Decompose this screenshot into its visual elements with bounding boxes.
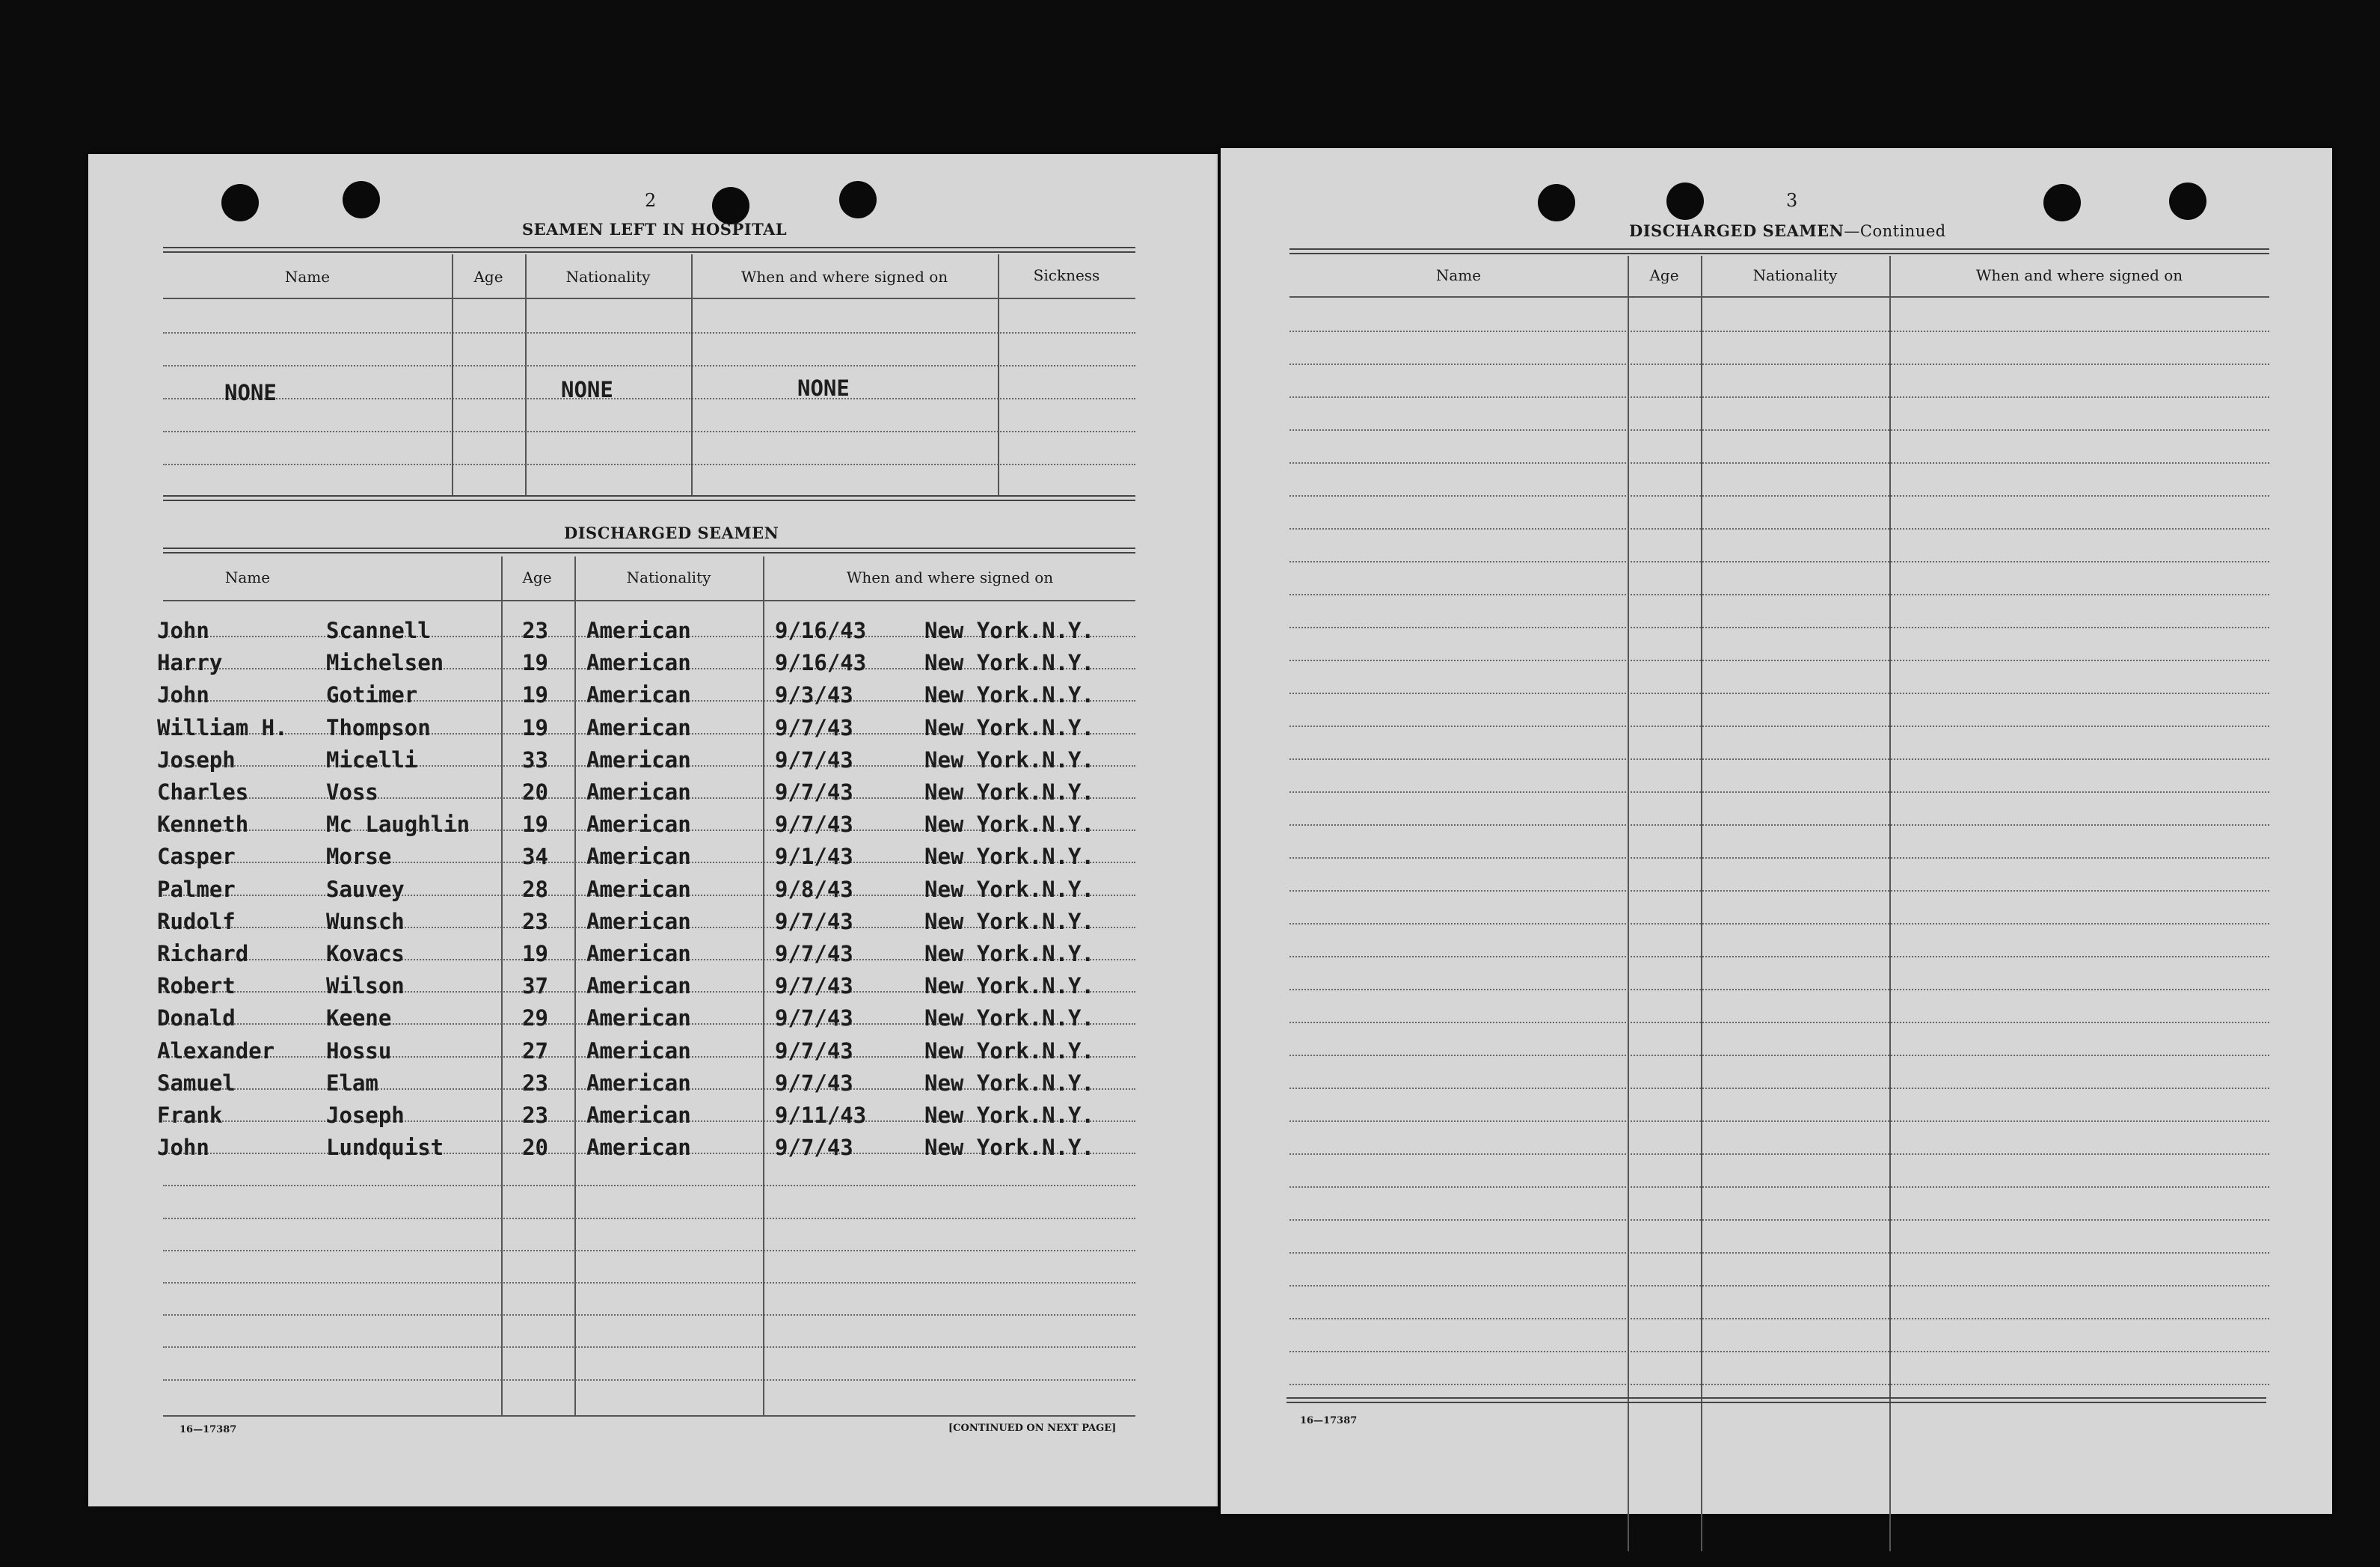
signed-on-place-cell: New York.N.Y.	[924, 909, 1094, 934]
signed-on-date-cell: 9/7/43	[775, 1005, 853, 1031]
age-cell: 27	[522, 1038, 548, 1064]
nationality-cell: American	[586, 650, 691, 675]
row-rule	[1289, 396, 2269, 398]
discharged-section-title: DISCHARGED SEAMEN	[564, 524, 779, 542]
row-rule	[1289, 989, 2269, 990]
row-rule	[1289, 791, 2269, 793]
age-cell: 34	[522, 844, 548, 869]
first-name-cell: Robert	[157, 973, 236, 999]
last-name-cell: Micelli	[326, 747, 418, 773]
signed-on-date-cell: 9/7/43	[775, 973, 853, 999]
signed-on-place-cell: New York.N.Y.	[924, 812, 1094, 837]
nationality-cell: American	[586, 812, 691, 837]
row-rule	[1289, 1252, 2269, 1254]
punch-hole	[839, 181, 877, 218]
signed-on-place-cell: New York.N.Y.	[924, 779, 1094, 805]
last-name-cell: Mc Laughlin	[326, 812, 470, 837]
row-rule	[1289, 660, 2269, 661]
signed-on-place-cell: New York.N.Y.	[924, 844, 1094, 869]
punch-hole	[343, 181, 380, 218]
age-cell: 19	[522, 715, 548, 740]
row-rule	[163, 1282, 1135, 1284]
col-header-signed-on: When and where signed on	[740, 268, 948, 286]
age-cell: 23	[522, 1103, 548, 1128]
age-cell: 33	[522, 747, 548, 773]
rule	[1289, 296, 2269, 298]
nationality-cell: American	[586, 844, 691, 869]
col-header-name: Name	[284, 268, 331, 286]
row-rule	[1289, 1055, 2269, 1056]
nationality-cell: American	[586, 877, 691, 902]
signed-on-date-cell: 9/11/43	[775, 1103, 867, 1128]
row-rule	[163, 1346, 1135, 1348]
row-rule	[1289, 528, 2269, 530]
signed-on-date-cell: 9/7/43	[775, 779, 853, 805]
row-rule	[1289, 331, 2269, 332]
row-rule	[1289, 693, 2269, 694]
col-header-name: Name	[224, 568, 271, 586]
last-name-cell: Gotimer	[326, 682, 418, 708]
last-name-cell: Sauvey	[326, 877, 405, 902]
signed-on-date-cell: 9/7/43	[775, 941, 853, 966]
age-cell: 19	[522, 650, 548, 675]
signed-on-place-cell: New York.N.Y.	[924, 973, 1094, 999]
rule	[163, 600, 1135, 601]
discharged-continued-title: DISCHARGED SEAMEN—Continued	[1629, 221, 1946, 240]
punch-hole	[1538, 184, 1575, 221]
row-rule	[1289, 923, 2269, 924]
nationality-cell: American	[586, 1103, 691, 1128]
row-rule	[1289, 1022, 2269, 1023]
row-rule	[1289, 462, 2269, 464]
col-header-nationality: Nationality	[565, 268, 651, 286]
last-name-cell: Wilson	[326, 973, 405, 999]
nationality-cell: American	[586, 973, 691, 999]
row-rule	[1289, 429, 2269, 431]
rule	[163, 1415, 1135, 1417]
signed-on-date-cell: 9/8/43	[775, 877, 853, 902]
left-page	[88, 154, 1218, 1506]
first-name-cell: Donald	[157, 1005, 236, 1031]
rule-double	[163, 247, 1135, 253]
continued-note: [CONTINUED ON NEXT PAGE]	[948, 1423, 1117, 1434]
row-rule	[163, 1379, 1135, 1381]
first-name-cell: John	[157, 682, 209, 708]
row-rule	[1289, 824, 2269, 826]
signed-on-place-cell: New York.N.Y.	[924, 941, 1094, 966]
row-rule	[1289, 495, 2269, 497]
hospital-name-value: NONE	[224, 380, 277, 405]
right-page	[1221, 148, 2332, 1514]
signed-on-place-cell: New York.N.Y.	[924, 682, 1094, 708]
first-name-cell: Harry	[157, 650, 223, 675]
form-number: 16—17387	[180, 1424, 237, 1435]
last-name-cell: Wunsch	[326, 909, 405, 934]
first-name-cell: Alexander	[157, 1038, 275, 1064]
age-cell: 29	[522, 1005, 548, 1031]
first-name-cell: Rudolf	[157, 909, 236, 934]
signed-on-place-cell: New York.N.Y.	[924, 1005, 1094, 1031]
age-cell: 19	[522, 812, 548, 837]
rule	[163, 298, 1135, 299]
signed-on-date-cell: 9/16/43	[775, 618, 867, 643]
signed-on-date-cell: 9/16/43	[775, 650, 867, 675]
col-header-sickness: Sickness	[1033, 266, 1100, 284]
signed-on-place-cell: New York.N.Y.	[924, 877, 1094, 902]
first-name-cell: John	[157, 1135, 209, 1160]
first-name-cell: William H.	[157, 715, 288, 740]
row-rule	[1289, 1153, 2269, 1155]
nationality-cell: American	[586, 682, 691, 708]
nationality-cell: American	[586, 909, 691, 934]
punch-hole	[221, 184, 259, 221]
form-number: 16—17387	[1300, 1415, 1358, 1426]
first-name-cell: Palmer	[157, 877, 236, 902]
signed-on-date-cell: 9/7/43	[775, 909, 853, 934]
row-rule	[1289, 561, 2269, 562]
signed-on-place-cell: New York.N.Y.	[924, 1038, 1094, 1064]
nationality-cell: American	[586, 618, 691, 643]
row-rule	[1289, 726, 2269, 727]
row-rule	[163, 1185, 1135, 1186]
punch-hole	[1666, 183, 1704, 220]
last-name-cell: Kovacs	[326, 941, 405, 966]
nationality-cell: American	[586, 747, 691, 773]
first-name-cell: Joseph	[157, 747, 236, 773]
rule-double	[163, 495, 1135, 501]
col-header-nationality: Nationality	[1752, 266, 1838, 284]
rule-double	[1289, 248, 2269, 254]
signed-on-date-cell: 9/3/43	[775, 682, 853, 708]
row-rule	[1289, 956, 2269, 957]
hospital-nationality-value: NONE	[561, 377, 613, 402]
rule-double	[163, 548, 1135, 553]
row-rule	[1289, 1384, 2269, 1385]
signed-on-date-cell: 9/7/43	[775, 1038, 853, 1064]
nationality-cell: American	[586, 1038, 691, 1064]
signed-on-place-cell: New York.N.Y.	[924, 1135, 1094, 1160]
row-rule	[1289, 1285, 2269, 1287]
first-name-cell: Kenneth	[157, 812, 249, 837]
last-name-cell: Joseph	[326, 1103, 405, 1128]
rule-double	[1286, 1397, 2266, 1403]
row-rule	[1289, 594, 2269, 595]
row-rule	[1289, 1318, 2269, 1319]
nationality-cell: American	[586, 779, 691, 805]
row-rule	[1289, 1219, 2269, 1221]
nationality-cell: American	[586, 1135, 691, 1160]
age-cell: 23	[522, 1070, 548, 1096]
row-rule	[1289, 364, 2269, 365]
last-name-cell: Scannell	[326, 618, 431, 643]
row-rule	[1289, 627, 2269, 628]
hospital-signed-on-value: NONE	[797, 375, 850, 401]
last-name-cell: Morse	[326, 844, 392, 869]
punch-hole	[2169, 183, 2206, 220]
page-number: 3	[1786, 190, 1798, 211]
hospital-section-title: SEAMEN LEFT IN HOSPITAL	[522, 220, 788, 239]
signed-on-place-cell: New York.N.Y.	[924, 1103, 1094, 1128]
age-cell: 20	[522, 1135, 548, 1160]
age-cell: 23	[522, 909, 548, 934]
nationality-cell: American	[586, 715, 691, 740]
signed-on-place-cell: New York.N.Y.	[924, 618, 1094, 643]
signed-on-date-cell: 9/7/43	[775, 812, 853, 837]
first-name-cell: Frank	[157, 1103, 223, 1128]
row-rule	[1289, 857, 2269, 859]
last-name-cell: Lundquist	[326, 1135, 444, 1160]
signed-on-place-cell: New York.N.Y.	[924, 747, 1094, 773]
first-name-cell: Charles	[157, 779, 249, 805]
signed-on-place-cell: New York.N.Y.	[924, 650, 1094, 675]
punch-hole	[2043, 184, 2081, 221]
page-number: 2	[645, 190, 657, 211]
col-header-nationality: Nationality	[626, 568, 711, 586]
signed-on-date-cell: 9/7/43	[775, 1135, 853, 1160]
row-rule	[1289, 1351, 2269, 1352]
col-header-age: Age	[522, 568, 552, 586]
row-rule	[1289, 890, 2269, 892]
last-name-cell: Michelsen	[326, 650, 444, 675]
first-name-cell: Casper	[157, 844, 236, 869]
col-header-signed-on: When and where signed on	[1975, 266, 2183, 284]
col-header-signed-on: When and where signed on	[846, 568, 1054, 586]
nationality-cell: American	[586, 1070, 691, 1096]
nationality-cell: American	[586, 1005, 691, 1031]
last-name-cell: Hossu	[326, 1038, 392, 1064]
signed-on-date-cell: 9/1/43	[775, 844, 853, 869]
first-name-cell: Samuel	[157, 1070, 236, 1096]
row-rule	[163, 1218, 1135, 1219]
signed-on-place-cell: New York.N.Y.	[924, 715, 1094, 740]
last-name-cell: Thompson	[326, 715, 431, 740]
punch-hole	[712, 187, 749, 224]
age-cell: 19	[522, 941, 548, 966]
row-rule	[1289, 1186, 2269, 1188]
last-name-cell: Keene	[326, 1005, 392, 1031]
col-header-age: Age	[1649, 266, 1679, 284]
signed-on-date-cell: 9/7/43	[775, 715, 853, 740]
row-rule	[163, 1314, 1135, 1316]
age-cell: 23	[522, 618, 548, 643]
age-cell: 28	[522, 877, 548, 902]
age-cell: 37	[522, 973, 548, 999]
last-name-cell: Voss	[326, 779, 378, 805]
age-cell: 20	[522, 779, 548, 805]
col-header-age: Age	[473, 268, 503, 286]
col-header-name: Name	[1435, 266, 1482, 284]
first-name-cell: John	[157, 618, 209, 643]
row-rule	[1289, 1120, 2269, 1122]
signed-on-date-cell: 9/7/43	[775, 1070, 853, 1096]
signed-on-place-cell: New York.N.Y.	[924, 1070, 1094, 1096]
last-name-cell: Elam	[326, 1070, 378, 1096]
row-rule	[1289, 758, 2269, 760]
age-cell: 19	[522, 682, 548, 708]
first-name-cell: Richard	[157, 941, 249, 966]
row-rule	[1289, 1088, 2269, 1089]
nationality-cell: American	[586, 941, 691, 966]
signed-on-date-cell: 9/7/43	[775, 747, 853, 773]
row-rule	[163, 1250, 1135, 1251]
